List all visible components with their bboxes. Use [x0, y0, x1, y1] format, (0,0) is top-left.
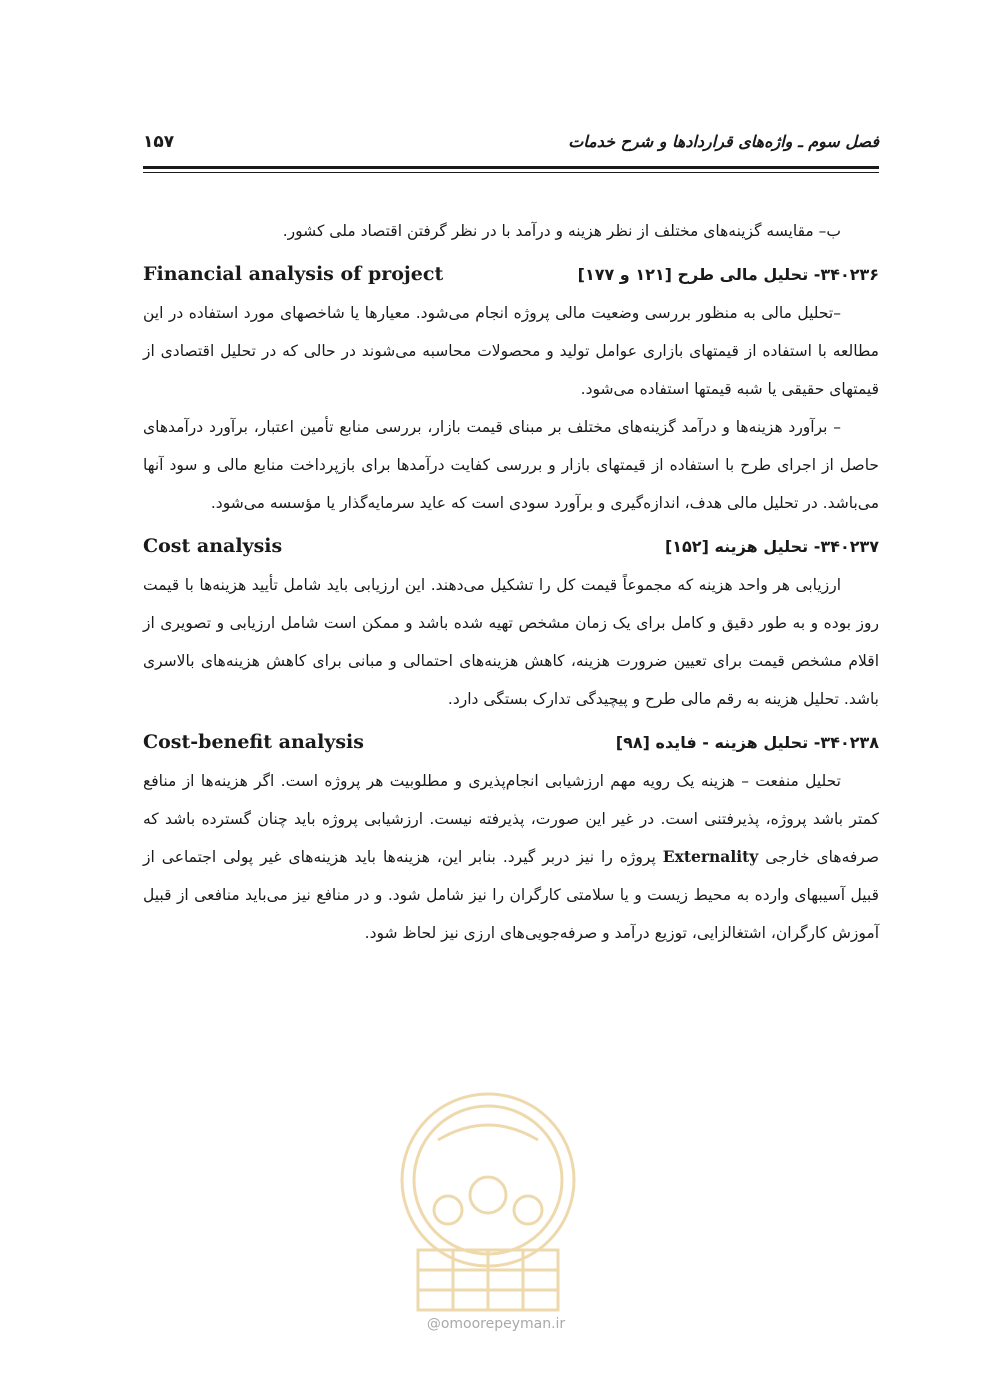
page-body	[143, 212, 879, 952]
term-english: Cost-benefit analysis	[143, 731, 364, 753]
term-persian: ۳۴۰۲۳۶- تحلیل مالی طرح [۱۲۱ و ۱۷۷]	[577, 264, 879, 284]
term-english: Financial analysis of project	[143, 263, 444, 285]
entry-heading	[143, 526, 879, 566]
entry-heading	[143, 722, 879, 762]
entry-heading	[143, 254, 879, 294]
page-number: ۱۵۷	[143, 132, 175, 152]
term-persian: ۳۴۰۲۳۸- تحلیل هزینه - فایده [۹۸]	[615, 732, 879, 752]
watermark-text: @omoorepeyman.ir	[426, 1316, 566, 1332]
watermark-logo-icon	[378, 1080, 598, 1320]
term-english: Cost analysis	[143, 535, 283, 557]
paragraph-text-part: تحلیل منفعت – هزینه یک رویه مهم ارزشیابی انجام‌پذیری و مطلوبیت هر پروژه است. اگر هزینه‌ها از منافع کمتر باشد پروژه، پذیرفتنی است. در غیر این صورت، پذیرفته نیست. ارزشیابی پروژه باید چنان گسترده باشد که صرفه‌های خارجی	[143, 772, 880, 866]
entry-paragraph: ارزیابی هر واحد هزینه که مجموعاً قیمت کل را تشکیل می‌دهند. این ارزیابی باید شامل تأیید هزینه‌ها با قیمت روز بوده و به طور دقیق و کامل برای یک زمان مشخص تهیه شده باشد و ممکن است شامل ارزیابی و تصویری از اقلام مشخص قیمت برای تعیین ضرورت هزینه، کاهش هزینه‌های احتمالی و مبانی برای کاهش هزینه‌های بالاسری باشد. تحلیل هزینه به رقم مالی طرح و پیچیدگی تدارک بستگی دارد.	[143, 576, 879, 708]
header-rule-thick	[143, 166, 879, 169]
header-rule-thin	[143, 172, 879, 173]
paragraph-text-part: پروژه را نیز دربر گیرد. بنابر این، هزینه‌ها باید هزینه‌های غیر پولی اجتماعی از قبیل آسیبهای وارده به محیط زیست و یا سلامتی کارگران را نیز شامل شود. و در منافع نیز می‌باید منافعی از قبیل آموزش کارگران، اشتغالزایی، توزیع درآمد و صرفه‌جویی‌های ارزی نیز لحاظ شود.	[143, 848, 879, 942]
term-persian: ۳۴۰۲۳۷- تحلیل هزینه [۱۵۲]	[664, 536, 879, 556]
inline-english-term: Externality	[662, 847, 759, 866]
entry-paragraph: –تحلیل مالی به منظور بررسی وضعیت مالی پروژه انجام می‌شود. معیارها یا شاخصهای مورد استفاده در این مطالعه با استفاده از قیمتهای بازاری عوامل تولید و محصولات محاسبه می‌شوند در حالی که در تحلیل اقتصادی از قیمتهای حقیقی یا شبه قیمتها استفاده می‌شود.	[143, 304, 879, 398]
page-header	[143, 126, 879, 162]
chapter-title: فصل سوم ـ واژه‌های قراردادها و شرح خدمات	[568, 132, 879, 151]
entry-paragraph: – برآورد هزینه‌ها و درآمد گزینه‌های مختلف بر مبنای قیمت بازار، بررسی منابع تأمین اعتبار، برآورد درآمدهای حاصل از اجرای طرح با استفاده از قیمتهای بازار و بررسی کفایت درآمدها برای بازپرداخت منابع مالی و سود آنها می‌باشد. در تحلیل مالی هدف، اندازه‌گیری و برآورد سودی است که عاید سرمایه‌گذار یا مؤسسه می‌شود.	[143, 418, 879, 512]
intro-paragraph: ب‌– مقایسه گزینه‌های مختلف از نظر هزینه و درآمد با در نظر گرفتن اقتصاد ملی کشور.	[282, 222, 841, 240]
entry-paragraph	[143, 762, 879, 952]
